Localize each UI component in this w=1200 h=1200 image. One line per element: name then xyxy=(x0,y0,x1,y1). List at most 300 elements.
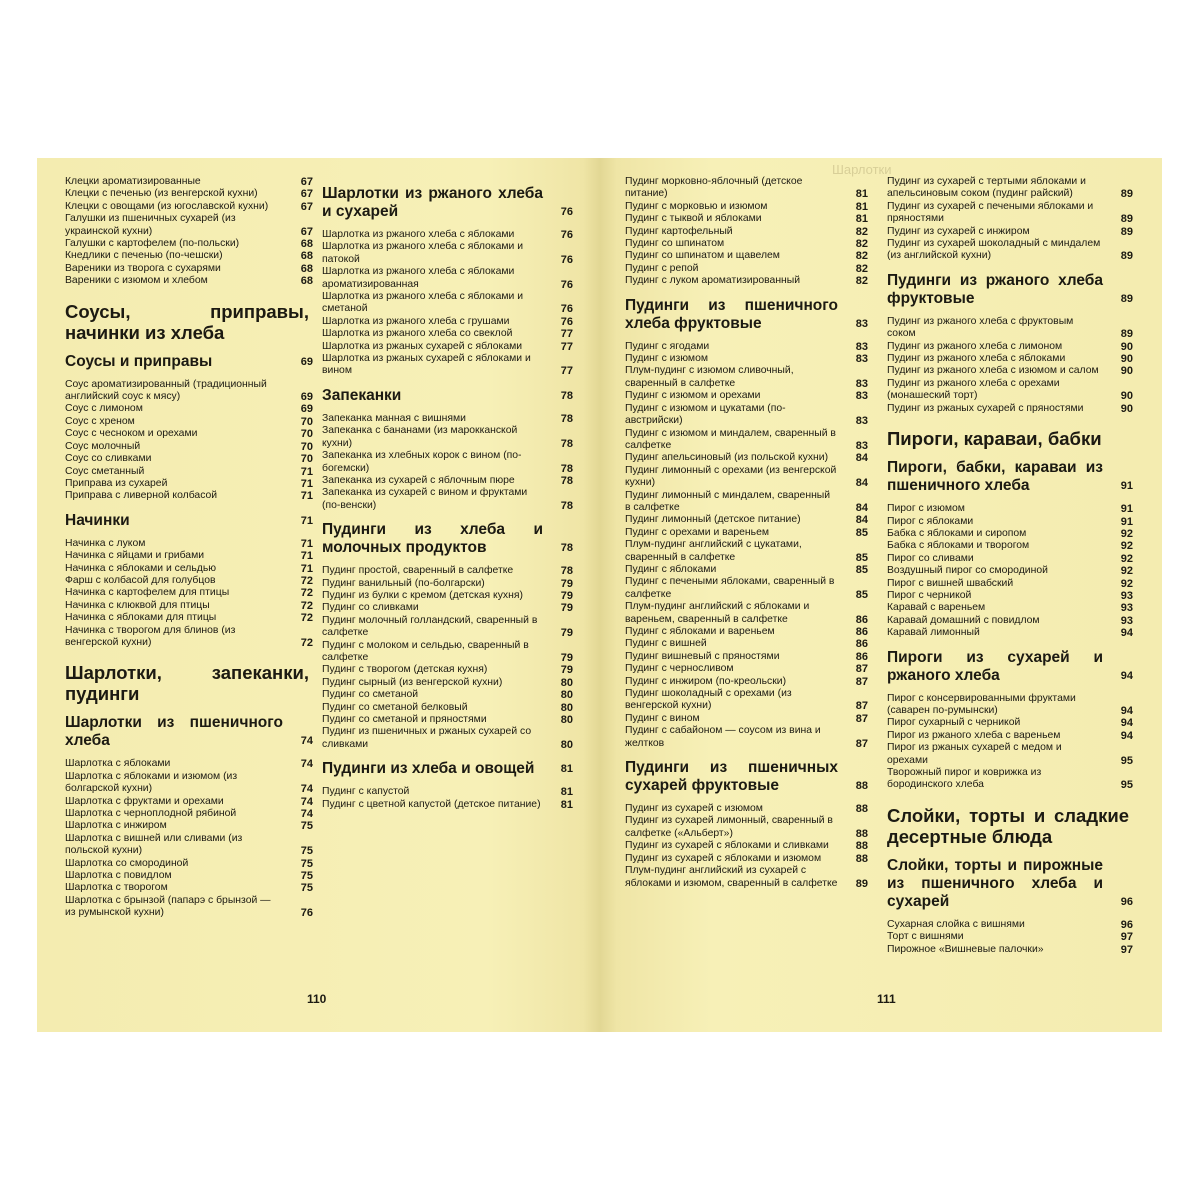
page-ref: 96 xyxy=(1120,918,1133,931)
page-ref: 71 xyxy=(300,477,313,490)
subsection-heading xyxy=(887,649,1133,685)
page-ref: 79 xyxy=(560,664,573,677)
toc-entry xyxy=(322,726,573,751)
toc-entry xyxy=(625,390,868,402)
page-ref: 84 xyxy=(855,477,868,490)
toc-entry xyxy=(65,490,313,502)
toc-entry xyxy=(887,176,1133,201)
page-ref: 88 xyxy=(855,780,868,793)
page-ref: 74 xyxy=(300,735,313,748)
page-ref: 88 xyxy=(855,827,868,840)
toc-entry xyxy=(887,717,1133,729)
entry-title: Пирог с черникой xyxy=(887,589,972,601)
page-number-left: 110 xyxy=(307,992,327,1006)
page-ref: 71 xyxy=(300,490,313,503)
page-ref: 90 xyxy=(1120,340,1133,353)
entry-title: Начинка с картофелем для птицы xyxy=(65,587,230,599)
entry-title: Пудинг из сухарей с тертыми яблоками и апельсиновым соком (пудинг райский) xyxy=(887,176,1086,200)
entry-title: Каравай лимонный xyxy=(887,627,980,639)
entry-title: Пудинг из сухарей с яблоками и сливками xyxy=(625,840,829,852)
entry-title: Соус с хреном xyxy=(65,415,135,427)
entry-title: Пудинг с изюмом и миндалем, сваренный в салфетке xyxy=(625,427,836,451)
entry-title: Бабка с яблоками и творогом xyxy=(887,540,1030,552)
page-ref: 83 xyxy=(855,415,868,428)
toc-entry xyxy=(625,201,868,213)
page-ref: 69 xyxy=(300,355,313,368)
toc-entry xyxy=(625,663,868,675)
page-ref: 95 xyxy=(1120,754,1133,767)
toc-entry xyxy=(65,403,313,415)
page-ref: 97 xyxy=(1120,931,1133,944)
page-ref: 74 xyxy=(300,795,313,808)
toc-entry xyxy=(887,341,1133,353)
page-ref: 87 xyxy=(855,663,868,676)
entry-title: Пудинг с цветной капустой (детское питание) xyxy=(322,798,541,810)
entry-title: Кнедлики с печенью (по-чешски) xyxy=(65,250,223,262)
toc-entry xyxy=(887,730,1133,742)
entry-title: Начинка с яйцами и грибами xyxy=(65,550,205,562)
entry-title: Пудинг из сухарей с яблоками и изюмом xyxy=(625,852,822,864)
toc-entry xyxy=(887,767,1133,792)
entry-title: Шарлотка из ржаного хлеба со свеклой xyxy=(322,328,513,340)
toc-entry xyxy=(322,353,573,378)
entry-title: Пудинг со сливками xyxy=(322,602,419,614)
entry-title: Пирог с яблоками xyxy=(887,515,974,527)
page-ref: 71 xyxy=(300,537,313,550)
toc-entry xyxy=(887,944,1133,956)
page-ref: 79 xyxy=(560,577,573,590)
toc-entry xyxy=(65,379,313,404)
page-ref: 75 xyxy=(300,857,313,870)
toc-entry xyxy=(65,201,313,213)
toc-entry xyxy=(625,428,868,453)
entry-title: Шарлотка из ржаных сухарей с яблоками и вином xyxy=(322,353,531,377)
entry-title: Плум-пудинг английский из сухарей с яблоками и изюмом, сваренный в салфетке xyxy=(625,865,838,889)
entry-title: Приправа из сухарей xyxy=(65,477,168,489)
page-ref: 82 xyxy=(855,250,868,263)
toc-entry xyxy=(65,263,313,275)
entry-title: Пудинг с изюмом xyxy=(625,353,708,365)
entry-title: Пирог из ржаных сухарей с медом и орехами xyxy=(887,742,1062,766)
entry-title: Начинка с клюквой для птицы xyxy=(65,599,210,611)
entry-title: Пудинг из ржаных сухарей с пряностями xyxy=(887,402,1084,414)
page-ref: 89 xyxy=(1120,292,1133,305)
page-ref: 69 xyxy=(300,391,313,404)
toc-entry xyxy=(65,771,313,796)
entry-title: Вареники с изюмом и хлебом xyxy=(65,275,208,287)
entry-title: Шарлотки из пшеничного хлеба xyxy=(65,714,283,750)
page-ref: 75 xyxy=(300,870,313,883)
toc-entry xyxy=(625,564,868,576)
page-ref: 70 xyxy=(300,453,313,466)
entry-title: Пудинг лимонный (детское питание) xyxy=(625,514,801,526)
toc-entry xyxy=(322,664,573,676)
entry-title: Пудинг с яблоками и вареньем xyxy=(625,626,775,637)
page-ref: 74 xyxy=(300,758,313,771)
page-ref: 78 xyxy=(560,542,573,555)
entry-title: Пудинг вишневый с пряностями xyxy=(625,650,780,662)
toc-column-3 xyxy=(625,176,868,890)
page-ref: 78 xyxy=(560,474,573,487)
toc-entry xyxy=(887,627,1133,639)
toc-entry xyxy=(322,266,573,291)
page-ref: 68 xyxy=(300,238,313,251)
toc-entry xyxy=(625,403,868,428)
toc-entry xyxy=(322,229,573,241)
entry-title: Пудинг апельсиновый (из польской кухни) xyxy=(625,452,829,464)
page-ref: 82 xyxy=(855,262,868,275)
entry-title: Шарлотка с яблоками и изюмом (из болгарской кухни) xyxy=(65,770,238,795)
toc-entry xyxy=(65,758,313,770)
page-ref: 82 xyxy=(855,275,868,288)
page-ref: 84 xyxy=(855,514,868,527)
left-page xyxy=(37,158,600,1032)
page-ref: 78 xyxy=(560,499,573,512)
page-ref: 72 xyxy=(300,636,313,649)
page-ref: 68 xyxy=(300,275,313,288)
entry-title: Пудинг ванильный (по-болгарски) xyxy=(322,577,485,589)
page-ref: 96 xyxy=(1120,895,1133,908)
toc-entry xyxy=(887,565,1133,577)
page-ref: 81 xyxy=(855,200,868,213)
toc-entry xyxy=(625,676,868,688)
entry-title: Шарлотка с брынзой (папарэ с брынзой — из румынской кухни) xyxy=(65,894,271,919)
entry-title: Запеканка из сухарей с вином и фруктами (по-венски) xyxy=(322,487,528,511)
page-ref: 89 xyxy=(1120,225,1133,238)
page-ref: 71 xyxy=(300,514,313,527)
toc-entry xyxy=(887,201,1133,226)
entry-title: Пирог с изюмом xyxy=(887,503,965,515)
entry-title: Пудинг картофельный xyxy=(625,225,733,237)
toc-entry xyxy=(65,563,313,575)
entry-title: Шарлотка из ржаного хлеба с грушами xyxy=(322,315,510,327)
toc-entry xyxy=(887,540,1133,552)
page-ref: 74 xyxy=(300,808,313,820)
entry-title: Слойки, торты и пирожные из пшеничного хлеба и сухарей xyxy=(887,856,1103,910)
page-ref: 75 xyxy=(300,820,313,833)
page-ref: 70 xyxy=(300,440,313,453)
toc-entry xyxy=(887,919,1133,931)
toc-entry xyxy=(887,353,1133,365)
toc-entry xyxy=(322,413,573,425)
subsection-heading xyxy=(322,185,573,221)
toc-entry xyxy=(65,833,313,858)
toc-entry xyxy=(65,550,313,562)
entry-title: Фарш с колбасой для голубцов xyxy=(65,574,216,586)
entry-title: Начинка с яблоками для птицы xyxy=(65,612,217,624)
toc-entry xyxy=(65,625,313,650)
entry-title: Пудинг с инжиром (по-креольски) xyxy=(625,675,787,687)
page-ref: 81 xyxy=(560,763,573,776)
toc-entry xyxy=(322,677,573,689)
page-ref: 75 xyxy=(300,845,313,858)
toc-entry xyxy=(625,353,868,365)
entry-title: Каравай домашний с повидлом xyxy=(887,614,1040,626)
page-ref: 97 xyxy=(1120,943,1133,956)
entry-title: Пудинг из сухарей с изюмом xyxy=(625,803,763,815)
page-ref: 86 xyxy=(855,626,868,638)
page-ref: 83 xyxy=(855,353,868,366)
page-ref: 94 xyxy=(1120,627,1133,640)
toc-entry xyxy=(65,895,313,920)
toc-entry xyxy=(65,238,313,250)
page-ref: 80 xyxy=(560,714,573,726)
subsection-heading xyxy=(322,760,573,778)
entry-title: Пудинг с морковью и изюмом xyxy=(625,200,768,212)
entry-title: Шарлотка с творогом xyxy=(65,882,168,894)
toc-entry xyxy=(887,378,1133,403)
entry-title: Клецки с овощами (из югославской кухни) xyxy=(65,200,269,212)
entry-title: Шарлотка с яблоками xyxy=(65,758,171,770)
page-ref: 90 xyxy=(1120,365,1133,378)
entry-title: Пудинг с капустой xyxy=(322,786,410,798)
toc-column-4 xyxy=(887,176,1133,956)
subsection-heading xyxy=(322,521,573,557)
toc-entry xyxy=(322,487,573,512)
subsection-heading xyxy=(322,387,573,405)
entry-title: Пудинги из ржаного хлеба фруктовые xyxy=(887,271,1103,307)
toc-entry xyxy=(625,626,868,638)
entry-title: Соус молочный xyxy=(65,440,141,452)
page-ref: 72 xyxy=(300,574,313,587)
toc-entry xyxy=(65,441,313,453)
entry-title: Начинка с творогом для блинов (из венгерской кухни) xyxy=(65,624,236,648)
toc-entry xyxy=(65,808,313,820)
toc-entry xyxy=(322,602,573,614)
toc-entry xyxy=(322,689,573,701)
entry-title: Шарлотка с вишней или сливами (из польской кухни) xyxy=(65,832,243,857)
toc-entry xyxy=(65,820,313,832)
entry-title: Соус ароматизированный (традиционный английский соус к мясу) xyxy=(65,378,267,403)
page-ref: 88 xyxy=(855,840,868,853)
page-ref: 67 xyxy=(300,225,313,238)
toc-entry xyxy=(625,490,868,515)
toc-entry xyxy=(887,238,1133,263)
entry-title: Пудинг из сухарей с печеными яблоками и пряностями xyxy=(887,200,1094,225)
page-ref: 91 xyxy=(1120,515,1133,528)
toc-entry xyxy=(887,615,1133,627)
page-ref: 79 xyxy=(560,651,573,664)
toc-entry xyxy=(887,742,1133,767)
entry-title: Бабка с яблоками и сиропом xyxy=(887,527,1027,539)
page-ref: 90 xyxy=(1120,402,1133,415)
book-spread xyxy=(37,158,1162,1032)
page-ref: 82 xyxy=(855,238,868,251)
entry-title: Шарлотка с повидлом xyxy=(65,870,172,882)
subsection-heading xyxy=(65,353,313,371)
entry-title: Пудинг лимонный с миндалем, сваренный в салфетке xyxy=(625,489,831,513)
entry-title: Пудинг из ржаного хлеба с яблоками xyxy=(887,353,1066,365)
entry-title: Запеканка с бананами (из марокканской кухни) xyxy=(322,425,518,449)
page-ref: 76 xyxy=(560,278,573,291)
toc-entry xyxy=(322,425,573,450)
toc-entry xyxy=(625,840,868,852)
page-ref: 76 xyxy=(560,315,573,328)
page-ref: 76 xyxy=(300,907,313,920)
entry-title: Запеканка из сухарей с яблочным пюре xyxy=(322,474,515,486)
toc-entry xyxy=(322,714,573,726)
entry-title: Шарлотка с инжиром xyxy=(65,820,167,832)
section-heading: Соусы, приправы, начинки из хлеба xyxy=(65,300,309,343)
page-ref: 67 xyxy=(300,200,313,213)
page-ref: 93 xyxy=(1120,602,1133,615)
page-ref: 92 xyxy=(1120,552,1133,565)
entry-title: Пудинг из сухарей лимонный, сваренный в салфетке («Альберт») xyxy=(625,815,833,839)
page-ref: 85 xyxy=(855,588,868,601)
page-ref: 71 xyxy=(300,465,313,478)
entry-title: Пудинг с сабайоном — соусом из вина и желтков xyxy=(625,725,821,749)
page-ref: 82 xyxy=(855,225,868,238)
page-ref: 83 xyxy=(855,340,868,353)
entry-title: Пудинг с луком ароматизированный xyxy=(625,275,801,287)
toc-entry xyxy=(887,931,1133,943)
entry-title: Пудинг со сметаной белковый xyxy=(322,701,468,713)
page-ref: 72 xyxy=(300,612,313,625)
entry-title: Пудинги из хлеба и овощей xyxy=(322,760,535,778)
page-ref: 75 xyxy=(300,882,313,895)
toc-entry xyxy=(625,539,868,564)
entry-title: Пудинг морковно-яблочный (детское питание) xyxy=(625,176,803,200)
page-ref: 81 xyxy=(560,798,573,811)
entry-title: Пудинг из пшеничных и ржаных сухарей со сливками xyxy=(322,726,532,750)
entry-title: Пирог с консервированными фруктами (саварен по-румынски) xyxy=(887,692,1076,716)
entry-title: Пудинг с тыквой и яблоками xyxy=(625,213,762,225)
subsection-heading xyxy=(887,857,1133,911)
entry-title: Шарлотки из ржаного хлеба и сухарей xyxy=(322,185,543,220)
toc-column-2 xyxy=(322,176,573,811)
page-ref: 78 xyxy=(560,565,573,578)
page-ref: 71 xyxy=(300,550,313,563)
toc-entry xyxy=(65,575,313,587)
entry-title: Пудинг с печеными яблоками, сваренный в салфетке xyxy=(625,576,835,600)
page-ref: 95 xyxy=(1120,779,1133,792)
entry-title: Торт с вишнями xyxy=(887,931,964,943)
entry-title: Пудинг с яблоками xyxy=(625,563,717,575)
toc-entry xyxy=(625,688,868,713)
page-ref: 87 xyxy=(855,700,868,713)
entry-title: Пудинг с ягодами xyxy=(625,340,710,352)
subsection-heading xyxy=(65,714,313,750)
toc-entry xyxy=(322,799,573,811)
entry-title: Пироги, бабки, караваи из пшеничного хлеба xyxy=(887,459,1103,495)
toc-entry xyxy=(625,803,868,815)
toc-entry xyxy=(887,590,1133,602)
entry-title: Галушки с картофелем (по-польски) xyxy=(65,238,240,250)
page-ref: 85 xyxy=(855,551,868,564)
entry-title: Пудинги из пшеничных сухарей фруктовые xyxy=(625,759,838,795)
entry-title: Пудинг с молоком и сельдью, сваренный в салфетке xyxy=(322,639,529,663)
page-number-right: 111 xyxy=(877,992,896,1006)
entry-title: Шарлотка из ржаных сухарей с яблоками xyxy=(322,340,523,352)
page-ref: 76 xyxy=(560,229,573,241)
page-ref: 87 xyxy=(855,675,868,688)
toc-entry xyxy=(65,858,313,870)
page-ref: 79 xyxy=(560,589,573,602)
entry-title: Шарлотка из ржаного хлеба с яблоками и сметаной xyxy=(322,291,524,315)
page-ref: 88 xyxy=(855,803,868,816)
entry-title: Соус со сливками xyxy=(65,453,152,465)
toc-entry xyxy=(322,702,573,714)
toc-entry xyxy=(625,275,868,287)
page-ref: 87 xyxy=(855,712,868,725)
toc-entry xyxy=(65,882,313,894)
page-ref: 67 xyxy=(300,188,313,201)
toc-entry xyxy=(625,263,868,275)
page-ref: 94 xyxy=(1120,717,1133,730)
toc-entry xyxy=(65,538,313,550)
page-ref: 77 xyxy=(560,365,573,378)
page-ref: 94 xyxy=(1120,704,1133,717)
page-ref: 74 xyxy=(300,783,313,796)
entry-title: Начинки xyxy=(65,511,130,529)
entry-title: Плум-пудинг с изюмом сливочный, сваренный в салфетке xyxy=(625,365,794,389)
toc-entry xyxy=(887,226,1133,238)
entry-title: Вареники из творога с сухарями xyxy=(65,262,221,274)
toc-entry xyxy=(625,576,868,601)
page-ref: 76 xyxy=(560,206,573,218)
page-ref: 68 xyxy=(300,262,313,275)
entry-title: Пудинг шоколадный с орехами (из венгерской кухни) xyxy=(625,688,792,712)
entry-title: Пудинг из сухарей шоколадный с миндалем (из английской кухни) xyxy=(887,238,1101,262)
toc-entry xyxy=(887,316,1133,341)
subsection-heading xyxy=(625,759,868,795)
page-ref: 89 xyxy=(1120,213,1133,226)
toc-entry xyxy=(625,452,868,464)
show-through-text: Шарлотки xyxy=(832,162,892,177)
entry-title: Соус сметанный xyxy=(65,465,145,477)
toc-entry xyxy=(625,250,868,262)
toc-entry xyxy=(322,341,573,353)
entry-title: Начинка с луком xyxy=(65,537,146,549)
page-ref: 89 xyxy=(1120,250,1133,263)
toc-entry xyxy=(625,465,868,490)
toc-entry xyxy=(65,250,313,262)
toc-entry xyxy=(887,553,1133,565)
entry-title: Пирог из ржаного хлеба с вареньем xyxy=(887,729,1061,741)
toc-entry xyxy=(322,590,573,602)
entry-title: Пирог сухарный с черникой xyxy=(887,717,1021,729)
entry-title: Пудинг с изюмом и цукатами (по-австрийски) xyxy=(625,402,786,427)
toc-entry xyxy=(65,416,313,428)
entry-title: Пудинг с вином xyxy=(625,712,700,724)
entry-title: Пудинг с репой xyxy=(625,262,699,274)
entry-title: Пудинг с изюмом и орехами xyxy=(625,390,761,402)
toc-entry xyxy=(887,602,1133,614)
toc-column-1 xyxy=(65,176,313,920)
page-ref: 83 xyxy=(855,439,868,452)
entry-title: Галушки из пшеничных сухарей (из украинской кухни) xyxy=(65,213,236,237)
entry-title: Запеканка манная с вишнями xyxy=(322,412,466,424)
toc-entry xyxy=(65,176,313,188)
page-ref: 87 xyxy=(855,737,868,750)
toc-entry xyxy=(65,466,313,478)
page-ref: 71 xyxy=(300,562,313,575)
toc-entry xyxy=(887,516,1133,528)
toc-entry xyxy=(625,341,868,353)
toc-entry xyxy=(887,365,1133,377)
entry-title: Шарлотка со смородиной xyxy=(65,857,189,869)
toc-entry xyxy=(625,638,868,650)
toc-entry xyxy=(322,615,573,640)
page-ref: 80 xyxy=(560,701,573,714)
toc-entry xyxy=(65,428,313,440)
toc-entry xyxy=(322,565,573,577)
toc-entry xyxy=(322,640,573,665)
page-ref: 92 xyxy=(1120,527,1133,540)
page-ref: 80 xyxy=(560,676,573,689)
entry-title: Пудинг простой, сваренный в салфетке xyxy=(322,565,514,577)
entry-title: Пирог с вишней швабский xyxy=(887,577,1014,589)
